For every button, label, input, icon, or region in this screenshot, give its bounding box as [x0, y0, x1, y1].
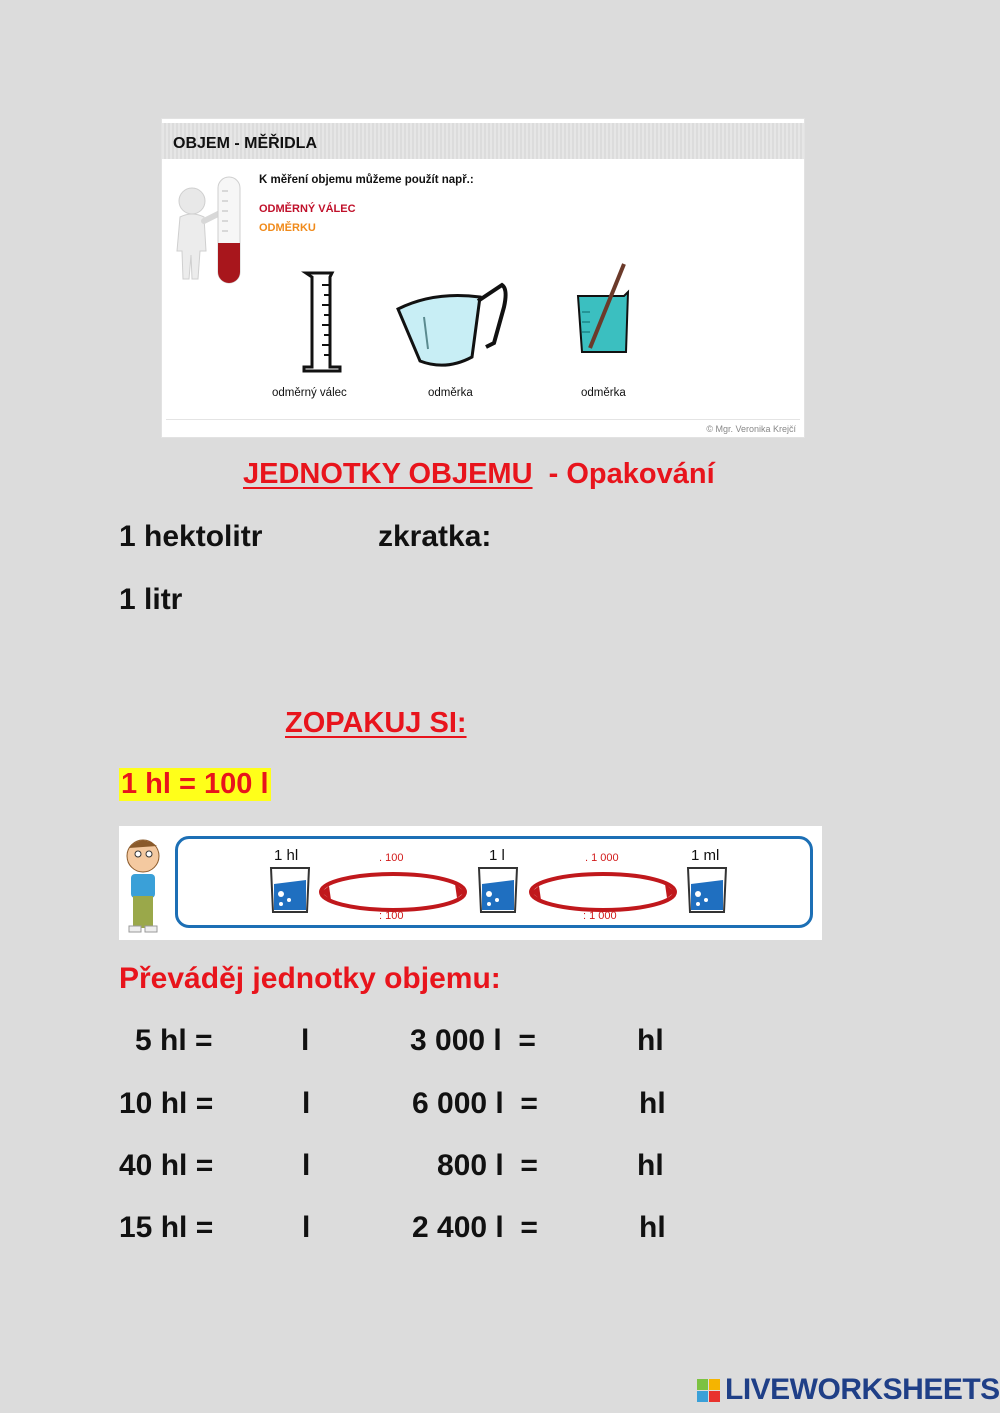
exercise-right-unit2: hl: [639, 1087, 666, 1120]
boy-cartoon-icon: [121, 832, 169, 936]
measuring-tools-image: [161, 118, 805, 438]
option-measuring-jug: ODMĚRKU: [259, 222, 316, 234]
exercise-right-q1: 3 000 l =: [410, 1024, 536, 1057]
review-title: ZOPAKUJ SI:: [285, 707, 467, 739]
unit-ml: 1 ml: [691, 847, 720, 864]
beaker-l-icon: [477, 866, 519, 914]
op-multiply-100: . 100: [379, 852, 404, 864]
panel-intro-text: K měření objemu můžeme použít např.:: [259, 174, 474, 186]
brand-text: LIVEWORKSHEETS: [725, 1373, 1000, 1406]
exercise-left-unit4: l: [302, 1211, 311, 1244]
exercise-right-unit1: hl: [637, 1024, 664, 1057]
beaker-ml-icon: [686, 866, 728, 914]
op-multiply-1000: . 1 000: [585, 852, 619, 864]
unit-l: 1 l: [489, 847, 505, 864]
exercise-right-q4: 2 400 l =: [412, 1211, 538, 1244]
exercise-left-unit3: l: [302, 1149, 311, 1182]
exercise-left-q3: 40 hl =: [119, 1149, 214, 1182]
panel-divider: [166, 419, 800, 420]
title-underlined: JEDNOTKY OBJEMU: [243, 458, 533, 490]
conversion-diagram: [119, 826, 822, 940]
caption-graduated-cylinder: odměrný válec: [272, 387, 347, 399]
op-divide-1000: : 1 000: [583, 910, 617, 922]
title-rest: - Opakování: [532, 458, 715, 490]
exercise-right-unit3: hl: [637, 1149, 664, 1182]
beaker-hl-icon: [269, 866, 311, 914]
live-blocks-icon: [697, 1379, 721, 1403]
option-graduated-cylinder: ODMĚRNÝ VÁLEC: [259, 203, 356, 215]
liter-label: 1 litr: [119, 583, 183, 616]
caption-measuring-jug: odměrka: [428, 387, 473, 399]
exercise-title: Převáděj jednotky objemu:: [119, 962, 501, 995]
panel-header: [162, 123, 804, 159]
exercise-left-unit2: l: [302, 1087, 311, 1120]
exercise-left-q2: 10 hl =: [119, 1087, 214, 1120]
figure-with-test-tube-icon: [168, 171, 250, 291]
op-divide-100: : 100: [379, 910, 404, 922]
hectoliter-label: 1 hektolitr: [119, 520, 263, 553]
graduated-cylinder-icon: [298, 269, 348, 375]
exercise-right-q3: 800 l =: [437, 1149, 538, 1182]
exercise-right-q2: 6 000 l =: [412, 1087, 538, 1120]
exercise-right-unit4: hl: [639, 1211, 666, 1244]
beaker-with-stick-icon: [574, 262, 634, 358]
exercise-left-q4: 15 hl =: [119, 1211, 214, 1244]
exercise-left-unit1: l: [301, 1024, 310, 1057]
caption-beaker: odměrka: [581, 387, 626, 399]
exercise-left-q1: 5 hl =: [135, 1024, 213, 1057]
review-fact-highlight: 1 hl = 100 l: [121, 768, 269, 800]
copyright-text: © Mgr. Veronika Krejčí: [706, 424, 796, 434]
unit-hl: 1 hl: [274, 847, 299, 864]
page-title: [243, 458, 715, 491]
abbreviation-label: zkratka:: [378, 520, 492, 553]
measuring-jug-icon: [394, 277, 512, 371]
panel-title: OBJEM - MĚŘIDLA: [173, 135, 317, 152]
